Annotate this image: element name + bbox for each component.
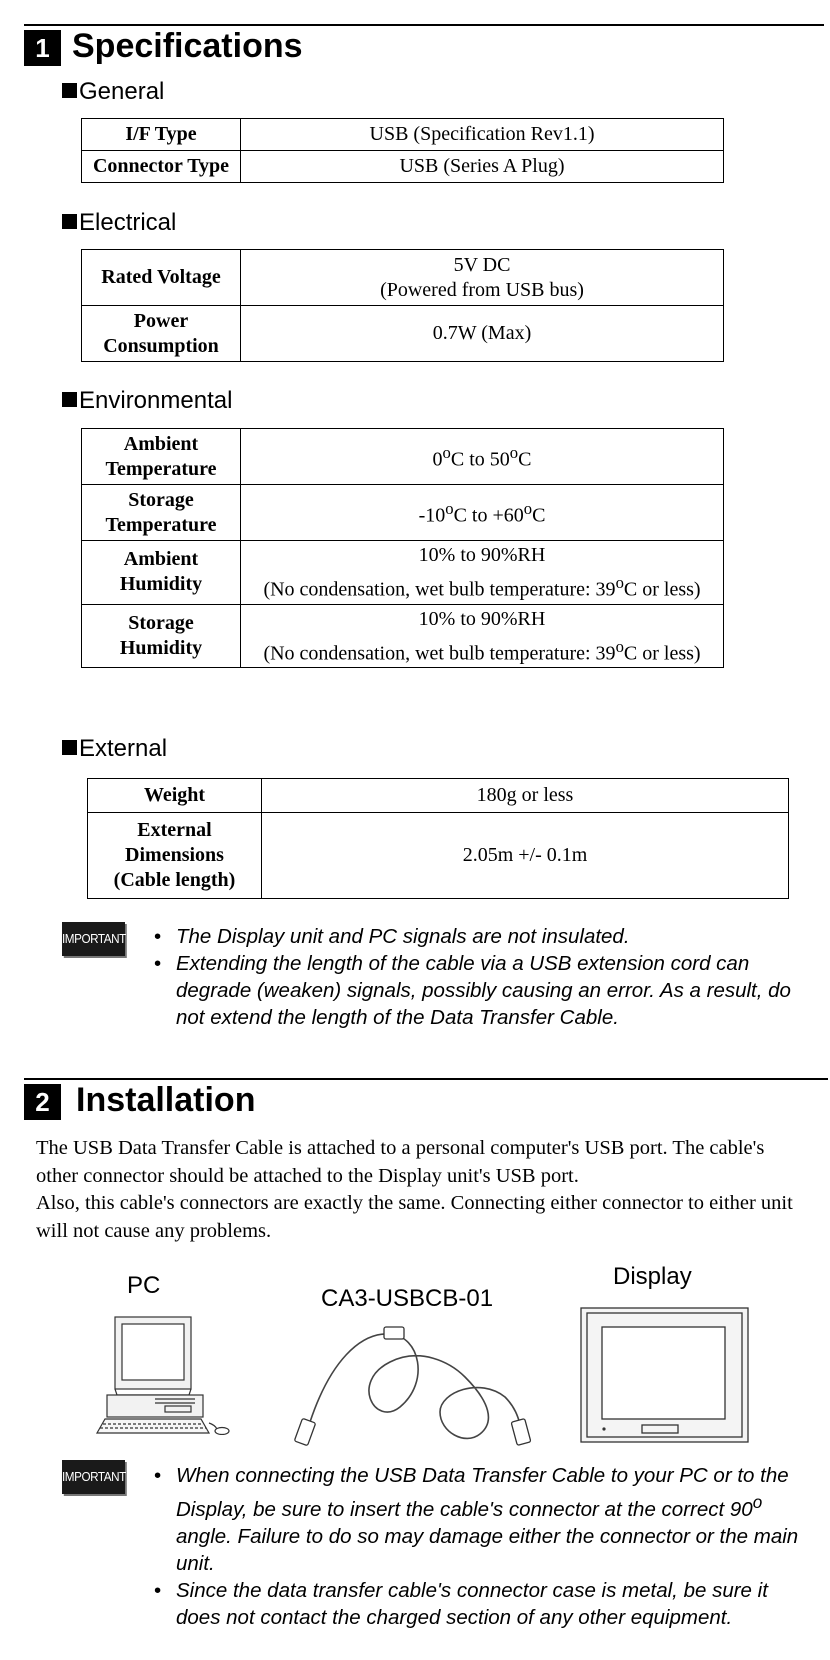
spec-label: Ambient Humidity xyxy=(82,541,241,605)
external-heading: External xyxy=(62,735,167,763)
spec-value: 5V DC (Powered from USB bus) xyxy=(241,250,724,306)
table-row xyxy=(88,813,789,899)
section-1-header xyxy=(24,24,824,66)
table-row xyxy=(82,250,724,306)
spec-value: USB (Series A Plug) xyxy=(241,151,724,183)
spec-label: Storage Humidity xyxy=(82,604,241,668)
installation-text xyxy=(36,1135,796,1245)
list-item: • When connecting the USB Data Transfer Cable to your PC or to the Display, be sure to insert the cable's connector at the correct 90$^o$ angle. Failure to do so may damage either the connector or the main unit. xyxy=(150,1462,810,1577)
electrical-heading: Electrical xyxy=(62,209,176,237)
pc-label: PC xyxy=(127,1272,161,1299)
spec-value: 0$^o$C to 50$^o$C xyxy=(241,429,724,485)
spec-value: 0.7W (Max) xyxy=(241,306,724,362)
spec-label: Ambient Temperature xyxy=(82,429,241,485)
spec-label: Power Consumption xyxy=(82,306,241,362)
spec-label: I/F Type xyxy=(82,119,241,151)
spec-value: 2.05m +/- 0.1m xyxy=(262,813,789,899)
pc-illustration-icon xyxy=(95,1315,235,1435)
spec-value: 10% to 90%RH (No condensation, wet bulb temperature: 39$^o$C or less) xyxy=(241,604,724,668)
external-spec-table xyxy=(87,778,789,899)
section-2-header xyxy=(24,1078,828,1120)
square-bullet-icon xyxy=(62,392,77,407)
environmental-spec-table xyxy=(81,428,724,668)
table-row xyxy=(82,119,724,151)
important-notes xyxy=(150,1462,810,1631)
section-number: 2 xyxy=(24,1084,61,1120)
usb-cable-icon xyxy=(290,1322,540,1452)
spec-value: -10$^o$C to $+60^oC$ xyxy=(241,485,724,541)
spec-value: 180g or less xyxy=(262,779,789,813)
electrical-spec-table xyxy=(81,249,724,362)
spec-label: External Dimensions (Cable length) xyxy=(88,813,262,899)
spec-label: Connector Type xyxy=(82,151,241,183)
spec-label: Storage Temperature xyxy=(82,485,241,541)
general-spec-table xyxy=(81,118,724,183)
table-row xyxy=(82,604,724,668)
table-row xyxy=(82,429,724,485)
spec-label: Weight xyxy=(88,779,262,813)
table-row xyxy=(82,485,724,541)
table-row xyxy=(82,151,724,183)
environmental-heading: Environmental xyxy=(62,387,232,415)
table-row xyxy=(82,541,724,605)
table-row xyxy=(88,779,789,813)
section-number: 1 xyxy=(24,30,61,66)
spec-value: 10% to 90%RH (No condensation, wet bulb temperature: 39$^o$C or less) xyxy=(241,541,724,605)
important-badge: IMPORTANT xyxy=(62,1460,125,1494)
list-item: • The Display unit and PC signals are not insulated. xyxy=(150,923,810,950)
list-item: • Extending the length of the cable via a USB extension cord can degrade (weaken) signals, possibly causing an error. As a result, do not extend the length of the Data Transfer Cable. xyxy=(150,950,810,1031)
square-bullet-icon xyxy=(62,214,77,229)
square-bullet-icon xyxy=(62,83,77,98)
important-badge: IMPORTANT xyxy=(62,922,125,956)
important-notes xyxy=(150,923,810,1031)
list-item: • Since the data transfer cable's connector case is metal, be sure it does not contact the charged section of any other equipment. xyxy=(150,1577,810,1631)
section-title: Specifications xyxy=(72,27,303,65)
display-label: Display xyxy=(613,1263,692,1290)
display-unit-icon xyxy=(580,1307,750,1444)
table-row xyxy=(82,306,724,362)
paragraph: The USB Data Transfer Cable is attached to a personal computer's USB port. The cable's other connector should be attached to the Display unit's USB port. xyxy=(36,1137,765,1187)
spec-label: Rated Voltage xyxy=(82,250,241,306)
section-title: Installation xyxy=(76,1081,256,1119)
cable-label: CA3-USBCB-01 xyxy=(321,1285,494,1312)
general-heading: General xyxy=(62,78,164,106)
spec-value: USB (Specification Rev1.1) xyxy=(241,119,724,151)
paragraph: Also, this cable's connectors are exactly the same. Connecting either connector to either unit will not cause any problems. xyxy=(36,1192,793,1242)
square-bullet-icon xyxy=(62,740,77,755)
